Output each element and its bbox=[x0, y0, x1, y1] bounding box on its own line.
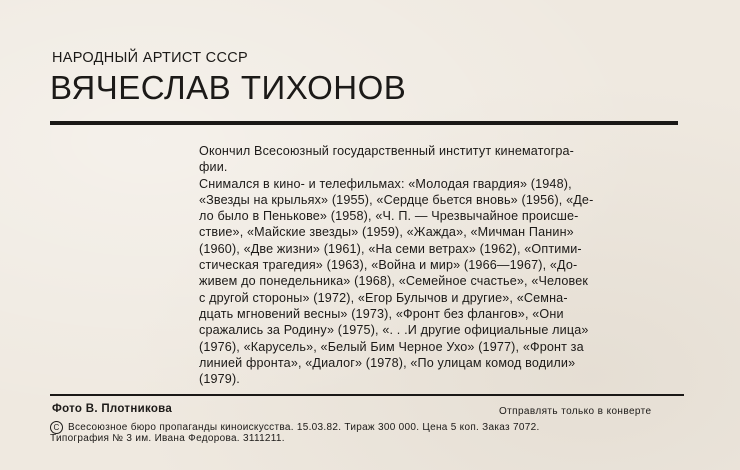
bio-line: (1979). bbox=[199, 372, 240, 387]
bio-line: дцать мгновений весны» (1973), «Фронт без флангов», «Они bbox=[199, 306, 564, 321]
bio-line: (1960), «Две жизни» (1961), «На семи ветрах» (1962), «Оптими- bbox=[199, 241, 582, 256]
bio-line: с другой стороны» (1972), «Егор Булычов и другие», «Семна- bbox=[199, 290, 568, 305]
bio-line: живем до понедельника» (1968), «Семейное счастье», «Человек bbox=[199, 274, 589, 289]
copyright-icon: C bbox=[50, 421, 63, 434]
biography-text bbox=[199, 143, 685, 387]
bio-line: (1976), «Карусель», «Белый Бим Черное Ухо» (1977), «Фронт за bbox=[199, 339, 584, 354]
bottom-divider bbox=[50, 394, 684, 396]
publisher-imprint-text: Всесоюзное бюро пропаганды киноискусства. 15.03.82. Тираж 300 000. Цена 5 коп. Заказ 7072. bbox=[68, 422, 540, 433]
photo-credit: Фото В. Плотникова bbox=[52, 403, 173, 415]
honorary-title: НАРОДНЫЙ АРТИСТ СССР bbox=[52, 50, 248, 66]
mailing-note: Отправлять только в конверте bbox=[499, 406, 652, 417]
actor-name: ВЯЧЕСЛАВ ТИХОНОВ bbox=[50, 69, 407, 106]
bio-line: ло было в Пенькове» (1958), «Ч. П. — Чрезвычайное происше- bbox=[199, 209, 579, 224]
bio-line: сражались за Родину» (1975), «. . .И другие официальные лица» bbox=[199, 323, 589, 338]
top-divider bbox=[50, 121, 678, 125]
bio-line: фии. bbox=[199, 160, 228, 175]
bio-line: линией фронта», «Диалог» (1978), «По улицам комод водили» bbox=[199, 355, 576, 370]
bio-line: Снимался в кино- и телефильмах: «Молодая гвардия» (1948), bbox=[199, 176, 572, 191]
bio-line: ствие», «Майские звезды» (1959), «Жажда», «Мичман Панин» bbox=[199, 225, 574, 240]
bio-line: Окончил Всесоюзный государственный институт кинематогра- bbox=[199, 144, 574, 158]
printer-imprint: Типография № 3 им. Ивана Федорова. 3111211. bbox=[50, 433, 285, 444]
bio-line: «Звезды на крыльях» (1955), «Сердце бьется вновь» (1956), «Де- bbox=[199, 192, 594, 207]
bio-line: стическая трагедия» (1963), «Война и мир» (1966—1967), «До- bbox=[199, 258, 578, 273]
